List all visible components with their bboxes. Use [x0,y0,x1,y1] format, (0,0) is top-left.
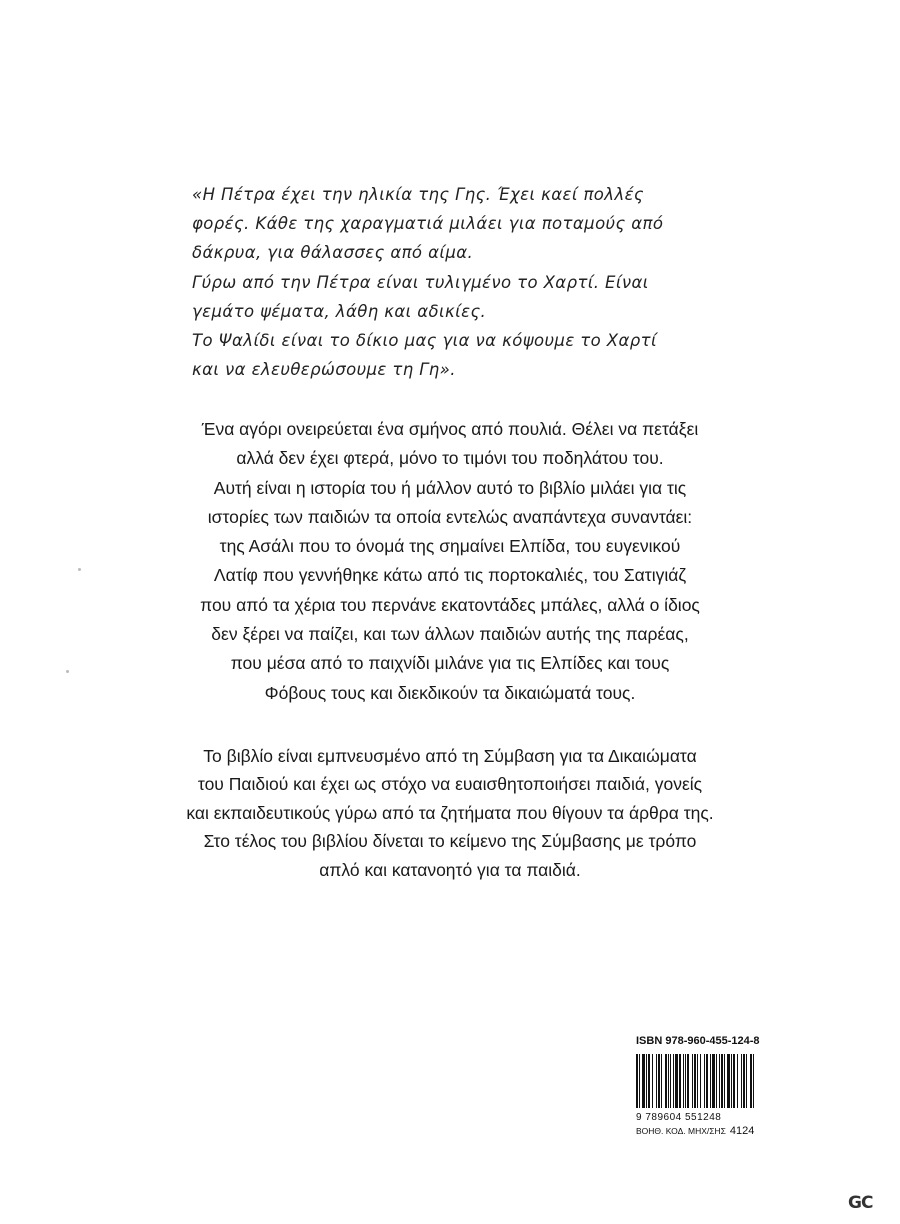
scan-speck [66,670,69,673]
watermark-logo: GC [848,1193,873,1213]
barcode-bar [661,1054,662,1108]
paragraph-line: του Παιδιού και έχει ως στόχο να ευαισθητοποιήσει παιδιά, γονείς [197,774,703,795]
about-paragraph [0,742,900,884]
barcode-bar [719,1054,720,1108]
barcode-bar [665,1054,667,1108]
barcode-bar [687,1054,689,1108]
barcode-bar [753,1054,754,1108]
handwritten-quote [192,180,732,384]
barcode-bar [737,1054,738,1108]
barcode-bar [668,1054,669,1108]
barcode-bar [642,1054,645,1108]
barcode-digits: 9 789604 551248 [636,1112,722,1123]
isbn-barcode-block [636,1035,760,1137]
paragraph-line: Φόβους τους και διεκδικούν τα δικαιώματά τους. [264,682,636,703]
quote-line: Το Ψαλίδι είναι το δίκιο μας για να κόψουμε το Χαρτί [192,331,657,351]
scan-speck [78,568,81,571]
barcode-bar [636,1054,638,1108]
paragraph-line: δεν ξέρει να παίζει, και των άλλων παιδιών αυτής της παρέας, [211,624,689,645]
barcode-bar [679,1054,681,1108]
paragraph-line: Ένα αγόρι ονειρεύεται ένα σμήνος από πουλιά. Θέλει να πετάξει [201,419,699,439]
paragraph-line: της Ασάλι που το όνομά της σημαίνει Ελπίδα, του ευγενικού [219,536,681,557]
barcode-bar [652,1054,653,1108]
code-number: 4124 [729,1125,755,1137]
barcode-bar [656,1054,657,1108]
quote-line: γεμάτο ψέματα, λάθη και αδικίες. [192,301,487,321]
barcode-icon [636,1054,754,1108]
barcode-bar [733,1054,735,1108]
barcode-bar [646,1054,647,1108]
isbn-label: ISBN 978-960-455-124-8 [636,1035,760,1047]
barcode-bar [685,1054,686,1108]
barcode-bar [683,1054,684,1108]
paragraph-line: Αυτή είναι η ιστορία του ή μάλλον αυτό το βιβλίο μιλάει για τις [213,477,687,498]
paragraph-line: που μέσα από το παιχνίδι μιλάνε για τις Ελπίδες και τους [230,653,670,674]
barcode-bar [743,1054,745,1108]
synopsis-paragraph [0,415,900,708]
quote-line: φορές. Κάθε της χαραγματιά μιλάει για ποταμούς από [192,214,664,234]
barcode-bar [750,1054,752,1108]
barcode-bar [673,1054,674,1108]
barcode-bar [704,1054,705,1108]
paragraph-line: που από τα χέρια του περνάνε εκατοντάδες μπάλες, αλλά ο ίδιος [200,594,700,615]
barcode-bar [716,1054,717,1108]
barcode-bar [731,1054,732,1108]
product-code [636,1125,760,1137]
barcode-bar [675,1054,678,1108]
barcode-bar [700,1054,701,1108]
barcode-bar [721,1054,723,1108]
paragraph-line: απλό και κατανοητό για τα παιδιά. [319,859,581,880]
barcode-bar [712,1054,715,1108]
barcode-bar [648,1054,650,1108]
code-label: ΒΟΗΘ. ΚΟΔ. ΜΗΧ/ΣΗΣ [636,1126,726,1136]
barcode-bar [697,1054,698,1108]
barcode-bar [694,1054,696,1108]
paragraph-line: και εκπαιδευτικούς γύρω από τα ζητήματα που θίγουν τα άρθρα της. [186,802,714,823]
barcode-bar [724,1054,725,1108]
quote-line: δάκρυα, για θάλασσες από αίμα. [192,243,474,263]
barcode-bar [639,1054,640,1108]
barcode-bar [692,1054,693,1108]
barcode-bar [670,1054,671,1108]
barcode-bar [727,1054,730,1108]
barcode-bar [658,1054,660,1108]
barcode-bar [746,1054,747,1108]
barcode-bar [741,1054,742,1108]
paragraph-line: αλλά δεν έχει φτερά, μόνο το τιμόνι του ποδηλάτου του. [236,448,664,469]
quote-line: Γύρω από την Πέτρα είναι τυλιγμένο το Χαρτί. Είναι [192,272,649,292]
quote-line: και να ελευθερώσουμε τη Γη». [192,360,456,380]
paragraph-line: Στο τέλος του βιβλίου δίνεται το κείμενο της Σύμβασης με τρόπο [203,831,697,852]
quote-line: «Η Πέτρα έχει την ηλικία της Γης. Έχει καεί πολλές [192,185,645,204]
paragraph-line: Λατίφ που γεννήθηκε κάτω από τις πορτοκαλιές, του Σατιγιάζ [213,565,687,586]
paragraph-line: ιστορίες των παιδιών τα οποία εντελώς αναπάντεχα συναντάει: [207,506,693,527]
paragraph-line: Το βιβλίο είναι εμπνευσμένο από τη Σύμβαση για τα Δικαιώματα [203,746,697,766]
barcode-bar [710,1054,711,1108]
barcode-bar [706,1054,708,1108]
